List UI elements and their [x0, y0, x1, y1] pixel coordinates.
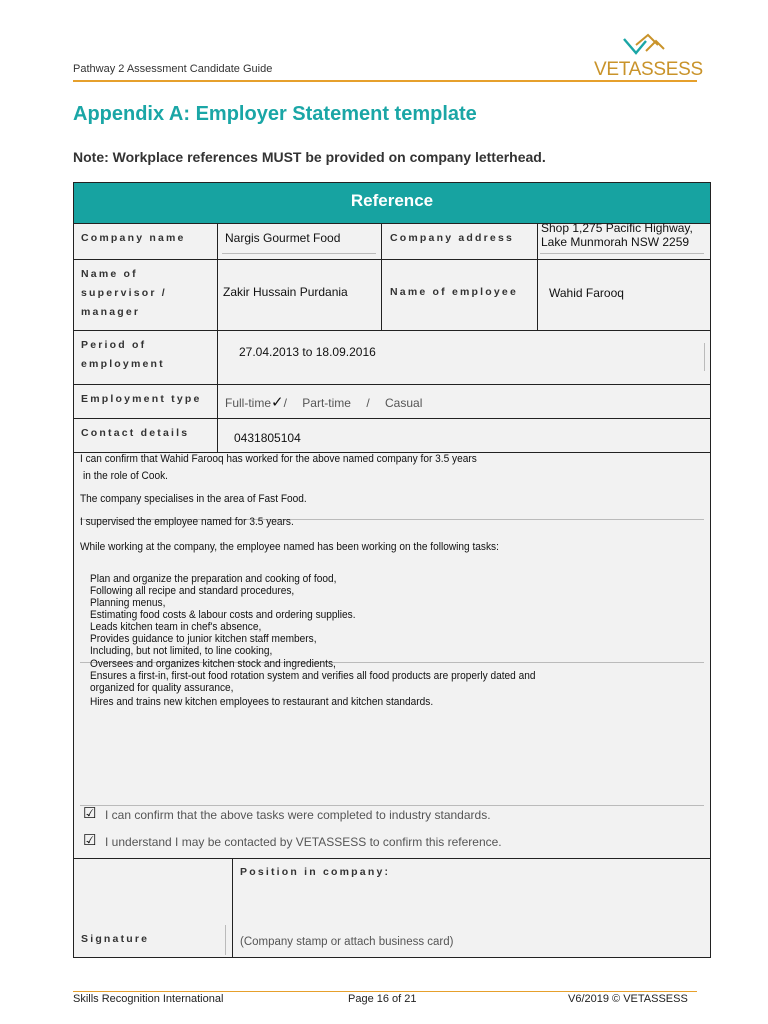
- header-guide-title: Pathway 2 Assessment Candidate Guide: [73, 63, 273, 75]
- task-item: Following all recipe and standard procedures,: [90, 585, 295, 597]
- row-divider: [74, 858, 710, 859]
- logo-text: VETASSESS: [594, 59, 703, 80]
- full-time-option: Full-time: [225, 396, 272, 410]
- task-item: Planning menus,: [90, 597, 166, 609]
- row-divider: [74, 418, 710, 419]
- supervisor-label-line-2: supervisor /: [81, 287, 167, 299]
- statement-line: While working at the company, the employee named has been working on the following tasks:: [80, 541, 499, 553]
- stamp-note: (Company stamp or attach business card): [240, 936, 454, 948]
- statement-line: I can confirm that Wahid Farooq has worked for the above named company for 3.5 years: [80, 453, 477, 465]
- footer-right: V6/2019 © VETASSESS: [568, 993, 688, 1005]
- employment-type-label: Employment type: [81, 393, 202, 405]
- employment-type-options: [225, 393, 422, 411]
- period-label: [81, 336, 165, 374]
- company-name-value: Nargis Gourmet Food: [225, 231, 341, 245]
- task-item: organized for quality assurance,: [90, 682, 234, 694]
- period-value: 27.04.2013 to 18.09.2016: [239, 345, 376, 359]
- period-label-line-2: employment: [81, 358, 165, 370]
- field-edge: [704, 343, 705, 371]
- col-divider: [232, 858, 233, 958]
- col-divider: [537, 223, 538, 330]
- logo-mark-icon: [622, 33, 666, 59]
- address-line-2: Lake Munmorah NSW 2259: [541, 235, 690, 249]
- page-title: Appendix A: Employer Statement template: [73, 103, 477, 125]
- contact-value: 0431805104: [234, 431, 301, 445]
- checkbox-checked-icon[interactable]: ☑: [83, 805, 97, 822]
- employee-name-value: Wahid Farooq: [549, 286, 624, 300]
- footer-left: Skills Recognition International: [73, 993, 224, 1005]
- part-time-option: Part-time: [302, 396, 351, 410]
- supervisor-label-line-3: manager: [81, 306, 141, 318]
- row-divider: [74, 330, 710, 331]
- header-rule: [73, 80, 697, 82]
- col-divider: [381, 223, 382, 330]
- footer-rule: [73, 991, 697, 992]
- task-item: Provides guidance to junior kitchen staff members,: [90, 633, 317, 645]
- reference-banner: Reference: [74, 183, 710, 223]
- supervisor-label-line-1: Name of: [81, 268, 138, 280]
- position-label: Position in company:: [240, 866, 391, 878]
- field-edge: [225, 925, 226, 955]
- supervisor-label: [81, 265, 167, 322]
- supervisor-name-value: Zakir Hussain Purdania: [223, 285, 348, 299]
- letterhead-note: Note: Workplace references MUST be provided on company letterhead.: [73, 149, 546, 165]
- task-item: Ensures a first-in, first-out food rotation system and verifies all food products are properly dated and: [90, 670, 536, 682]
- checkmark-icon: ✓: [271, 394, 284, 411]
- task-item: Estimating food costs & labour costs and ordering supplies.: [90, 609, 356, 621]
- period-label-line-1: Period of: [81, 339, 147, 351]
- field-underline: [80, 805, 704, 806]
- task-item: Hires and trains new kitchen employees to restaurant and kitchen standards.: [90, 696, 434, 708]
- field-underline: [540, 253, 704, 254]
- separator: /: [283, 396, 287, 410]
- confirm-contact: I understand I may be contacted by VETASSESS to confirm this reference.: [105, 835, 502, 849]
- checkbox-checked-icon[interactable]: ☑: [83, 832, 97, 849]
- company-address-value: [541, 221, 693, 249]
- address-line-1: Shop 1,275 Pacific Highway,: [541, 221, 693, 235]
- task-item: Oversees and organizes kitchen stock and ingredients,: [90, 658, 336, 670]
- field-underline: [222, 253, 376, 254]
- footer-page-number: Page 16 of 21: [348, 993, 417, 1005]
- statement-line: The company specialises in the area of Fast Food.: [80, 493, 307, 505]
- reference-table: [73, 182, 711, 958]
- confirm-standards: I can confirm that the above tasks were completed to industry standards.: [105, 808, 491, 822]
- separator: /: [366, 396, 370, 410]
- employee-name-label: Name of employee: [390, 286, 518, 298]
- company-name-label: Company name: [81, 232, 186, 244]
- task-item: Leads kitchen team in chef's absence,: [90, 621, 262, 633]
- row-divider: [74, 384, 710, 385]
- contact-label: Contact details: [81, 427, 190, 439]
- statement-line: in the role of Cook.: [83, 470, 168, 482]
- task-item: Plan and organize the preparation and cooking of food,: [90, 573, 337, 585]
- vetassess-logo: [594, 33, 703, 81]
- company-address-label: Company address: [390, 232, 515, 244]
- col-divider: [217, 223, 218, 452]
- task-item: Including, but not limited, to line cooking,: [90, 645, 273, 657]
- statement-line: I supervised the employee named for 3.5 years.: [80, 516, 294, 528]
- casual-option: Casual: [385, 396, 423, 410]
- row-divider: [74, 259, 710, 260]
- signature-label: Signature: [81, 933, 150, 945]
